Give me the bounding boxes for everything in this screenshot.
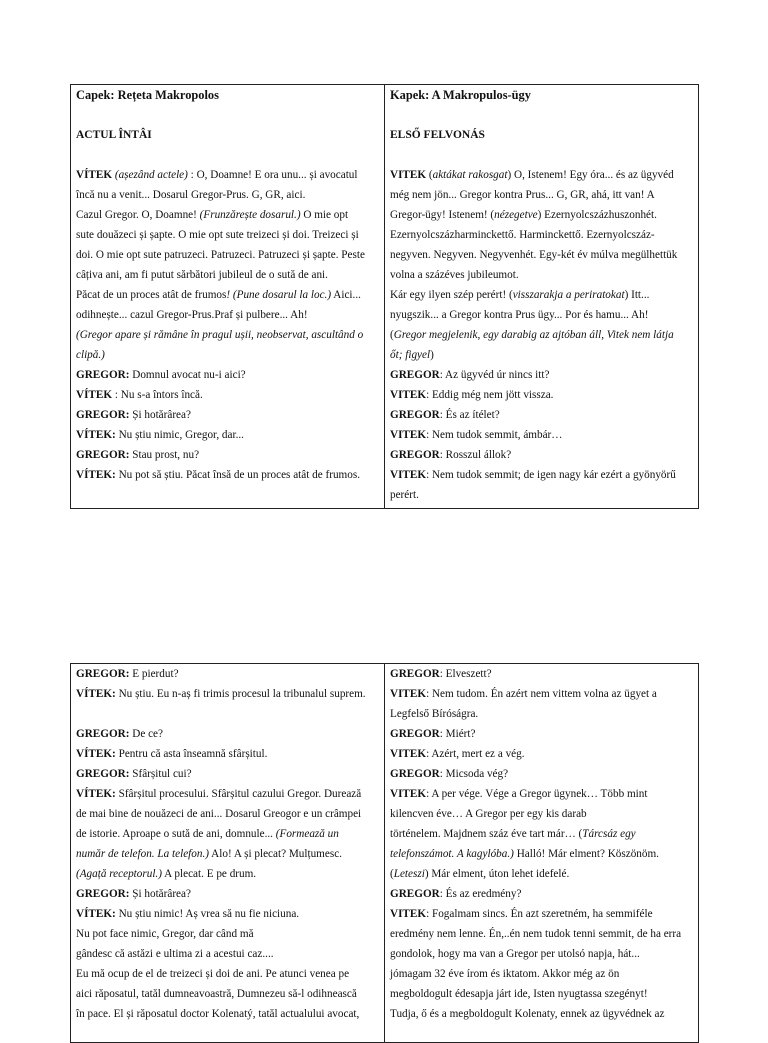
dialogue-line: [390, 804, 693, 824]
dialogue-line: [76, 445, 379, 465]
speaker-name: GREGOR: [390, 768, 440, 780]
dialogue-text: megboldogult édesapja járt ide, Isten nyugtassa szegényt!: [390, 988, 648, 1000]
dialogue-line: [76, 964, 379, 984]
dialogue-line: [390, 305, 693, 325]
speaker-name: VÍTEK: [76, 389, 113, 401]
dialogue-text: De ce?: [129, 728, 163, 740]
dialogue-line: [390, 405, 693, 425]
dialogue-text: : Elveszett?: [439, 668, 492, 680]
speaker-name: GREGOR: [390, 728, 440, 740]
dialogue-line: [76, 1004, 379, 1024]
stage-direction: nézegetve: [494, 209, 538, 221]
stage-direction: (așezând actele): [112, 169, 188, 181]
stage-direction: (Agață receptorul.): [76, 868, 162, 880]
dialogue-line: [390, 844, 693, 864]
speaker-name: VÍTEK:: [76, 788, 116, 800]
dialogue-text: A plecat. E pe drum.: [161, 868, 257, 880]
dialogue-text: câțiva ani, am fi putut sărbători jubileul de o sută de ani.: [76, 269, 328, 281]
column-title: Kapek: A Makropulos-ügy: [390, 88, 531, 102]
dialogue-line: [76, 724, 379, 744]
dialogue-line: [390, 884, 693, 904]
dialogue-block: [390, 664, 693, 1024]
dialogue-line: [390, 684, 693, 704]
speaker-name: VITEK: [390, 469, 427, 481]
dialogue-line: [390, 824, 693, 844]
dialogue-text: Alo! A și plecat? Mulțumesc.: [208, 848, 342, 860]
stage-direction: (Frunzărește dosarul.): [199, 209, 301, 221]
dialogue-line: [76, 245, 379, 265]
speaker-name: VITEK: [390, 169, 427, 181]
speaker-name: GREGOR:: [76, 768, 130, 780]
dialogue-text: Păcat de un proces atât de frumos: [76, 289, 227, 301]
dialogue-line: [76, 844, 379, 864]
dialogue-line: [390, 345, 693, 365]
dialogue-line: [76, 225, 379, 245]
dialogue-text: : Nem tudok semmit; de igen nagy kár ezért a gyönyörű: [426, 469, 676, 481]
dialogue-line: [76, 425, 379, 445]
dialogue-block: [76, 165, 379, 485]
dialogue-line: [76, 744, 379, 764]
dialogue-text: történelem. Majdnem száz éve tart már… (: [390, 828, 583, 840]
speaker-name: GREGOR:: [76, 728, 130, 740]
dialogue-text: : Miért?: [439, 728, 476, 740]
dialogue-text: de mai bine de nouăzeci de ani... Dosarul Greogor e un crâmpei: [76, 808, 362, 820]
dialogue-line: [390, 864, 693, 884]
speaker-name: VITEK: [390, 389, 427, 401]
speaker-name: VITEK: [390, 908, 427, 920]
dialogue-line: [390, 784, 693, 804]
dialogue-line: [76, 385, 379, 405]
hungarian-column: [385, 85, 699, 509]
dialogue-line: [390, 185, 693, 205]
dialogue-text: : O, Doamne! E ora unu... și avocatul: [187, 169, 358, 181]
dialogue-line: [390, 764, 693, 784]
dialogue-line: [76, 944, 379, 964]
dialogue-block: [76, 664, 379, 1024]
dialogue-line: [76, 804, 379, 824]
dialogue-text: Cazul Gregor. O, Doamne!: [76, 209, 200, 221]
stage-direction: telefonszámot. A kagylóba.): [390, 848, 514, 860]
dialogue-text: : Azért, mert ez a vég.: [426, 748, 525, 760]
stage-direction: Gregor megjelenik, egy darabig az ajtóban áll, Vitek nem látja: [393, 329, 674, 341]
speaker-name: GREGOR:: [76, 888, 130, 900]
dialogue-line: [76, 365, 379, 385]
speaker-name: VITEK: [390, 429, 427, 441]
dialogue-text: : A per vége. Vége a Gregor ügynek… Több mint: [426, 788, 648, 800]
speaker-name: VITEK: [390, 688, 427, 700]
dialogue-line: [76, 305, 379, 325]
spacer: [76, 145, 379, 165]
act-heading: ACTUL ÎNTÂI: [76, 129, 152, 141]
column-title: Capek: Rețeta Makropolos: [76, 88, 219, 102]
speaker-name: VÍTEK:: [76, 469, 116, 481]
dialogue-text: ) Már elment, úton lehet idefelé.: [424, 868, 570, 880]
dialogue-text: aici răposatul, tatăl dumneavoastră, Dumnezeu să-l odihnească: [76, 988, 357, 1000]
table-row: [71, 664, 699, 1043]
dialogue-text: Sfârșitul procesului. Sfârșitul cazului Gregor. Durează: [115, 788, 362, 800]
dialogue-text: ): [430, 349, 434, 361]
dialogue-text: : Az ügyvéd úr nincs itt?: [439, 369, 550, 381]
dialogue-text: Aici...: [331, 289, 361, 301]
dialogue-line: [76, 924, 379, 944]
dialogue-text: eredmény nem lenne. Én,..én nem tudok tenni semmit, de ha erra: [390, 928, 682, 940]
dialogue-line: [76, 325, 379, 345]
dialogue-text: kilencven éve… A Gregor per egy kis darab: [390, 808, 587, 820]
dialogue-text: Ezernyolcszázharminckettő. Harminckettő. Ezernyolcszáz-: [390, 229, 655, 241]
dialogue-text: (: [390, 329, 394, 341]
dialogue-text: : Nu s-a întors încă.: [112, 389, 203, 401]
speaker-name: VÍTEK:: [76, 688, 116, 700]
dialogue-line: [390, 425, 693, 445]
dialogue-line: [76, 984, 379, 1004]
dialogue-line: [390, 465, 693, 485]
dialogue-text: ) Itt...: [624, 289, 650, 301]
dialogue-line: [390, 964, 693, 984]
dialogue-text: : Eddig még nem jött vissza.: [426, 389, 554, 401]
spacer: [390, 145, 693, 165]
dialogue-line: [390, 225, 693, 245]
dialogue-line: [76, 345, 379, 365]
dialogue-text: Nu pot să știu. Păcat însă de un proces atât de frumos.: [115, 469, 360, 481]
dialogue-text: : És az eredmény?: [439, 888, 522, 900]
stage-direction: Tárcsáz egy: [582, 828, 636, 840]
dialogue-line: [390, 385, 693, 405]
table-row: [71, 85, 699, 509]
dialogue-line: [390, 1004, 693, 1024]
dialogue-line: [76, 205, 379, 225]
dialogue-text: O mie opt: [300, 209, 349, 221]
dialogue-text: volna a százéves jubileumot.: [390, 269, 519, 281]
speaker-name: VÍTEK:: [76, 429, 116, 441]
dialogue-line: [390, 984, 693, 1004]
romanian-column: [71, 664, 385, 1043]
dialogue-line: [390, 724, 693, 744]
dialogue-block: [390, 165, 693, 505]
dialogue-line: [390, 325, 693, 345]
dialogue-text: Legfelső Bíróságra.: [390, 708, 479, 720]
speaker-name: VITEK: [390, 748, 427, 760]
stage-direction: clipă.): [76, 349, 105, 361]
dialogue-line: [390, 165, 693, 185]
dialogue-line: [76, 664, 379, 684]
speaker-name: GREGOR: [390, 888, 440, 900]
dialogue-text: (: [426, 169, 433, 181]
dialogue-line: [390, 285, 693, 305]
dialogue-text: de istorie. Aproape o sută de ani, domnule...: [76, 828, 276, 840]
speaker-name: GREGOR: [390, 369, 440, 381]
romanian-column: [71, 85, 385, 509]
dialogue-line: [76, 904, 379, 924]
act-heading: ELSŐ FELVONÁS: [390, 129, 485, 141]
dialogue-line: [390, 445, 693, 465]
dialogue-text: gondolok, hogy ma van a Gregor per utolsó napja, hát...: [390, 948, 640, 960]
dialogue-line: [390, 664, 693, 684]
dialogue-text: încă nu a venit... Dosarul Gregor-Prus. G, GR, aici.: [76, 189, 306, 201]
dialogue-line: [76, 864, 379, 884]
dialogue-line: [76, 165, 379, 185]
dialogue-line: [76, 265, 379, 285]
speaker-name: VÍTEK:: [76, 908, 116, 920]
dialogue-text: Halló! Már elment? Köszönöm.: [513, 848, 659, 860]
dialogue-line: [390, 924, 693, 944]
dialogue-text: gândesc că astăzi e ultima zi a acestui caz....: [76, 948, 274, 960]
dialogue-text: sute douăzeci și șapte. O mie opt sute treizeci și doi. Treizeci și: [76, 229, 359, 241]
dialogue-text: Kár egy ilyen szép perért! (: [390, 289, 513, 301]
dialogue-text: : Nem tudok semmit, ámbár…: [426, 429, 563, 441]
dialogue-line: [390, 744, 693, 764]
stage-direction: număr de telefon. La telefon.): [76, 848, 209, 860]
dialogue-line: [390, 704, 693, 724]
dialogue-line: [390, 265, 693, 285]
dialogue-text: : Nem tudom. Én azért nem vittem volna az ügyet a: [426, 688, 657, 700]
dialogue-text: jómagam 32 éve írom és iktatom. Akkor még az ön: [390, 968, 620, 980]
dialogue-text: Domnul avocat nu-i aici?: [129, 369, 246, 381]
dialogue-line: [390, 485, 693, 505]
dialogue-text: Și hotărârea?: [129, 888, 191, 900]
speaker-name: VÍTEK: [76, 169, 113, 181]
dialogue-text: Tudja, ő és a megboldogult Kolenaty, ennek az ügyvédnek az: [390, 1008, 665, 1020]
dialogue-text: Nu știu. Eu n-aș fi trimis procesul la tribunalul suprem.: [115, 688, 366, 700]
dialogue-text: Nu știu nimic, Gregor, dar...: [115, 429, 244, 441]
dialogue-text: odihnește... cazul Gregor-Prus.Praf și pulbere... Ah!: [76, 309, 308, 321]
dialogue-text: Nu știu nimic! Aș vrea să nu fie niciuna.: [115, 908, 300, 920]
dialogue-line: [76, 824, 379, 844]
dialogue-text: (: [390, 868, 394, 880]
hungarian-column: [385, 664, 699, 1043]
stage-direction: Leteszi: [393, 868, 425, 880]
dialogue-text: negyven. Negyven. Negyvenhét. Egy-két év múlva megülhettük: [390, 249, 678, 261]
dialogue-text: Gregor-ügy! Istenem! (: [390, 209, 495, 221]
dialogue-line: [76, 704, 379, 724]
dialogue-line: [76, 884, 379, 904]
stage-direction: (Gregor apare și rămâne în pragul ușii, neobservat, ascultând o: [76, 329, 364, 341]
dialogue-text: Stau prost, nu?: [129, 449, 200, 461]
dialogue-text: Și hotărârea?: [129, 409, 191, 421]
speaker-name: GREGOR: [390, 668, 440, 680]
dialogue-line: [76, 405, 379, 425]
dialogue-text: E pierdut?: [129, 668, 179, 680]
dialogue-line: [76, 784, 379, 804]
dialogue-text: Pentru că asta înseamnă sfârșitul.: [115, 748, 268, 760]
speaker-name: GREGOR:: [76, 409, 130, 421]
dialogue-line: [76, 684, 379, 704]
speaker-name: GREGOR:: [76, 668, 130, 680]
speaker-name: VITEK: [390, 788, 427, 800]
dialogue-line: [390, 944, 693, 964]
speaker-name: GREGOR:: [76, 369, 130, 381]
speaker-name: GREGOR: [390, 449, 440, 461]
dialogue-line: [76, 185, 379, 205]
dialogue-text: : Fogalmam sincs. Én azt szeretném, ha semmiféle: [426, 908, 653, 920]
dialogue-text: : Micsoda vég?: [439, 768, 509, 780]
stage-direction: ! (Pune dosarul la loc.): [226, 289, 332, 301]
stage-direction: (Formează un: [275, 828, 339, 840]
dialogue-text: doi. O mie opt sute patruzeci. Patruzeci. Patruzeci și șapte. Peste: [76, 249, 365, 261]
dialogue-line: [390, 245, 693, 265]
translation-table-1: [70, 84, 699, 509]
stage-direction: aktákat rakosgat: [432, 169, 508, 181]
dialogue-text: még nem jön... Gregor kontra Prus... G, GR, ahá, itt van! A: [390, 189, 655, 201]
dialogue-line: [76, 764, 379, 784]
stage-direction: őt; figyel: [390, 349, 431, 361]
dialogue-line: [390, 205, 693, 225]
dialogue-text: în pace. El și răposatul doctor Kolenatý, tatăl actualului avocat,: [76, 1008, 360, 1020]
dialogue-text: Eu mă ocup de el de treizeci și doi de ani. Pe atunci venea pe: [76, 968, 350, 980]
speaker-name: VÍTEK:: [76, 748, 116, 760]
dialogue-text: ) Ezernyolcszázhuszonhét.: [537, 209, 657, 221]
dialogue-line: [76, 465, 379, 485]
dialogue-text: : És az ítélet?: [439, 409, 500, 421]
translation-table-2: [70, 663, 699, 1043]
dialogue-line: [390, 365, 693, 385]
dialogue-text: Nu pot face nimic, Gregor, dar când mă: [76, 928, 254, 940]
dialogue-text: perért.: [390, 489, 419, 501]
dialogue-line: [390, 904, 693, 924]
speaker-name: GREGOR: [390, 409, 440, 421]
dialogue-text: ) O, Istenem! Egy óra... és az ügyvéd: [507, 169, 674, 181]
dialogue-text: Sfârșitul cui?: [129, 768, 192, 780]
speaker-name: GREGOR:: [76, 449, 130, 461]
dialogue-text: nyugszik... a Gregor kontra Prus ügy... Por és hamu... Ah!: [390, 309, 649, 321]
dialogue-line: [76, 285, 379, 305]
dialogue-text: : Rosszul állok?: [439, 449, 512, 461]
stage-direction: visszarakja a periratokat: [512, 289, 625, 301]
